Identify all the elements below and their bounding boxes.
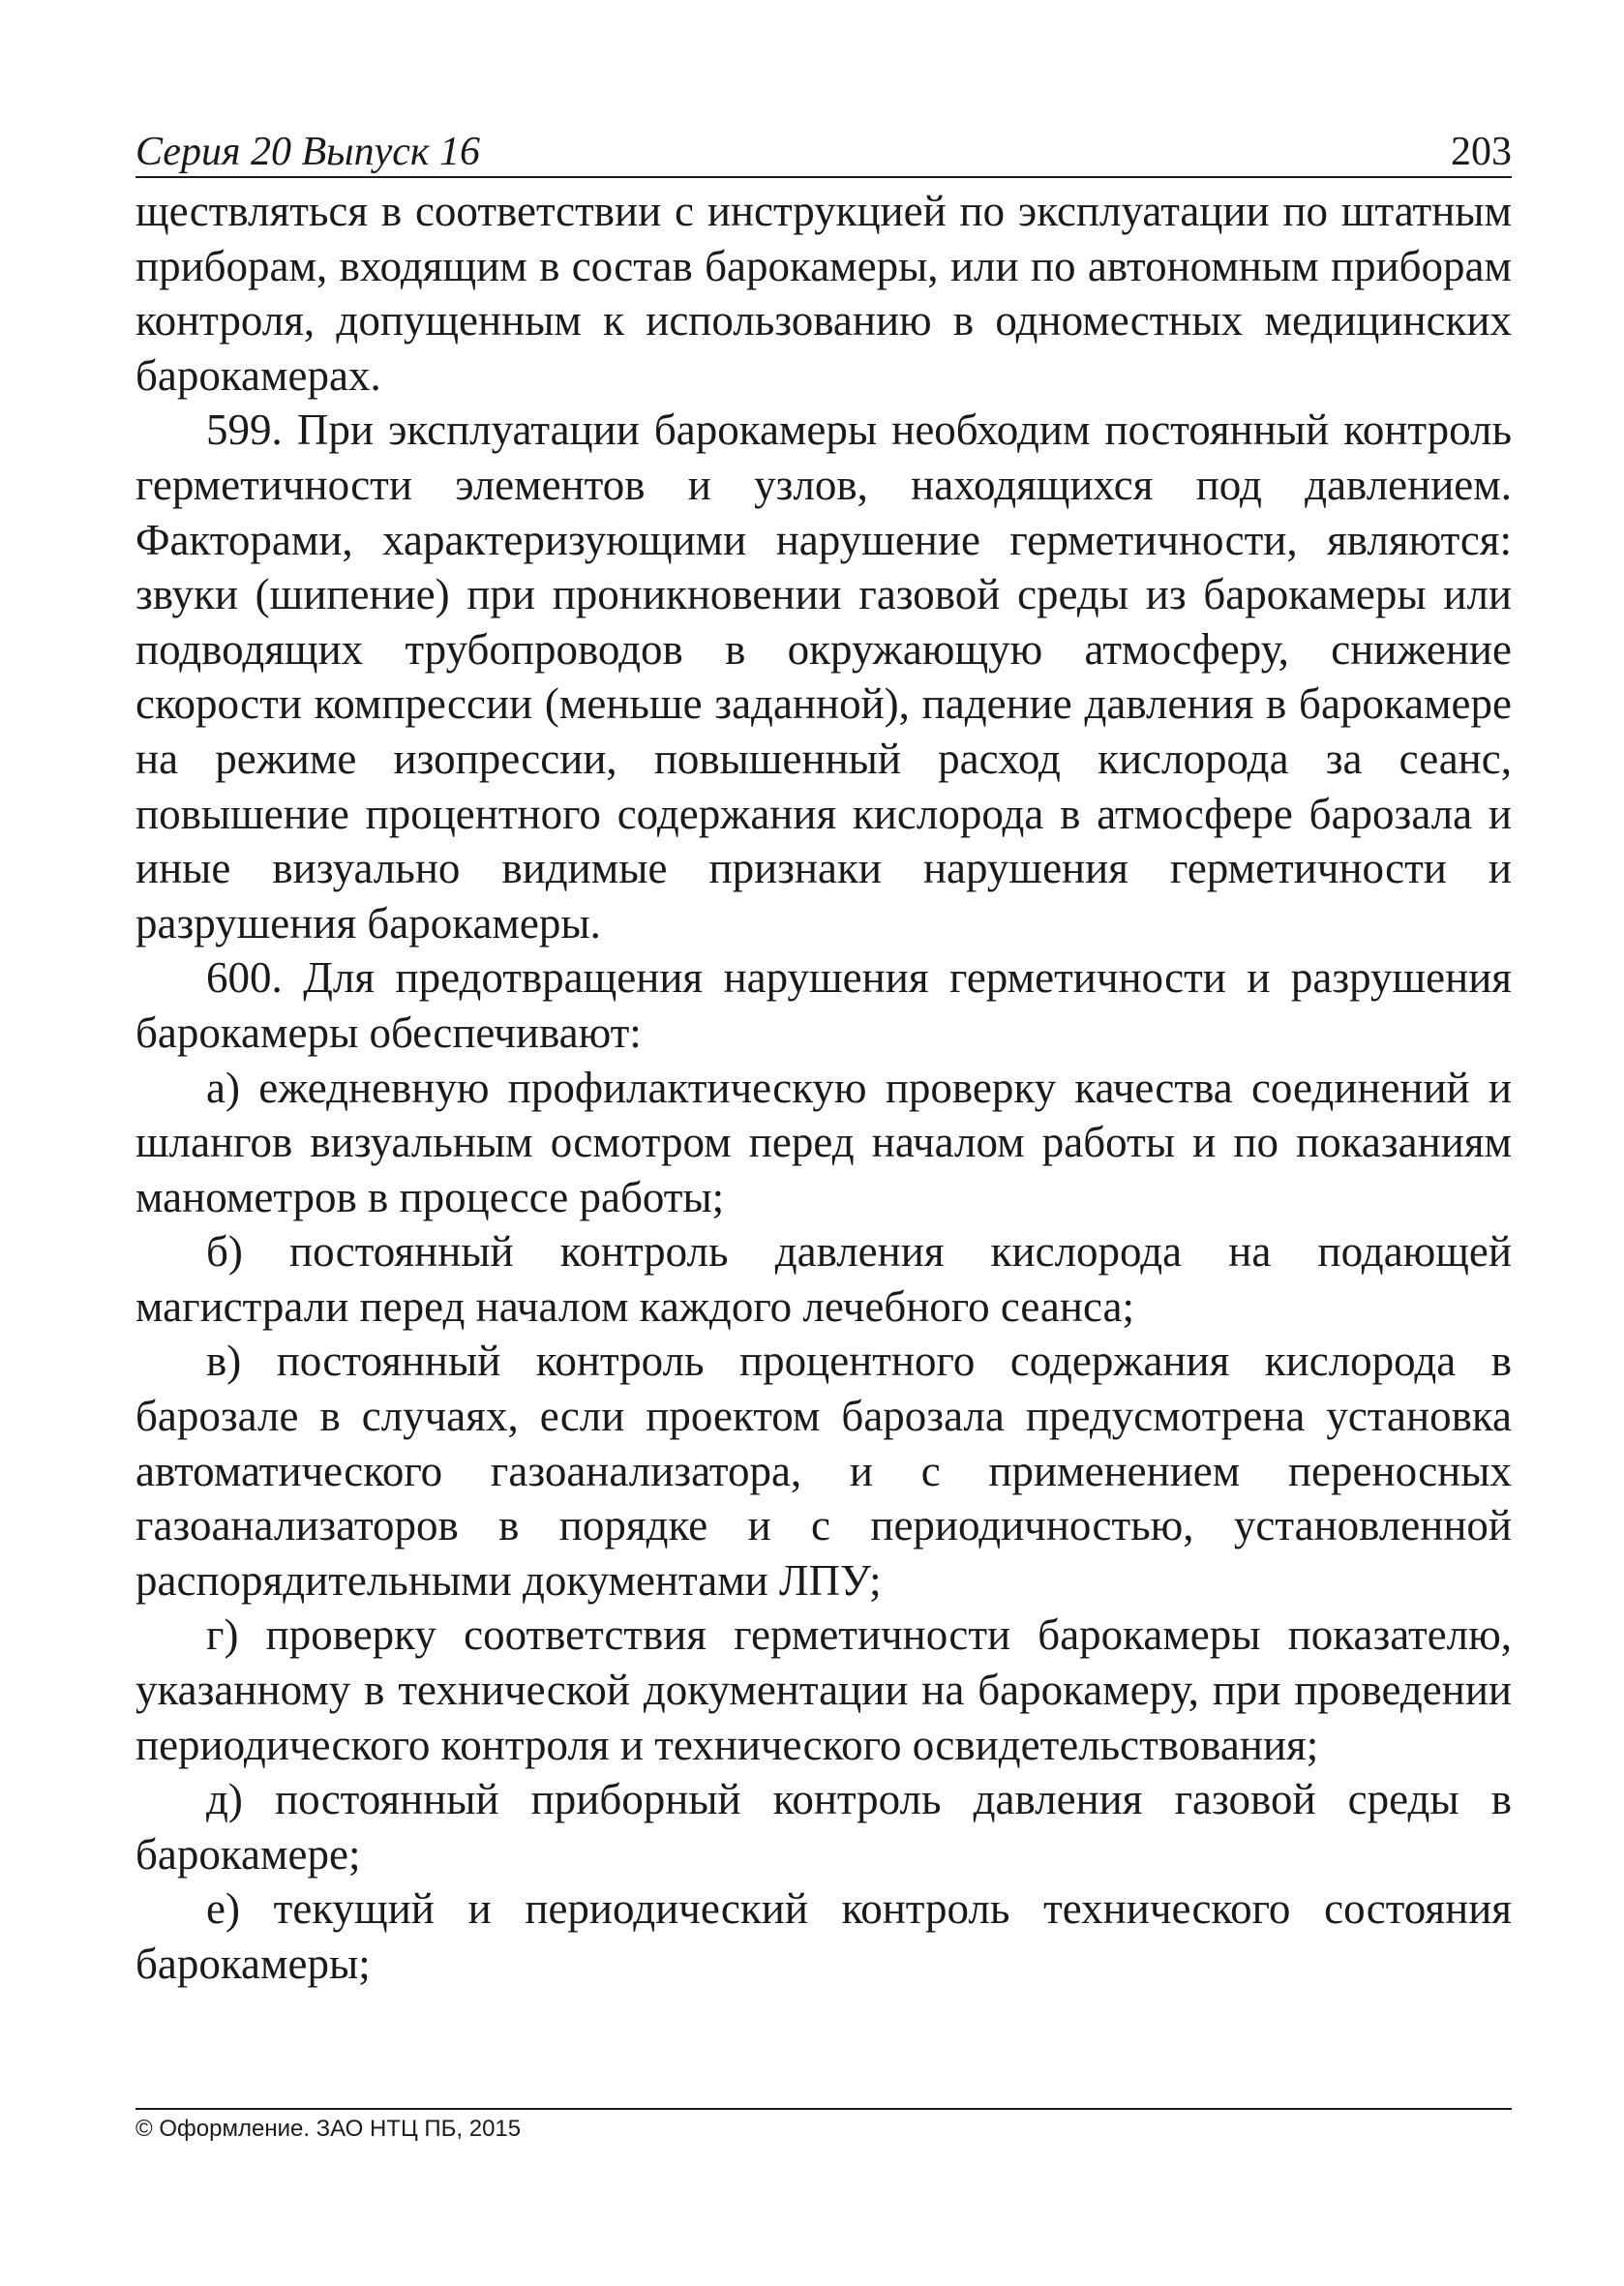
paragraph-600: 600. Для предотвращения нарушения герметичности и разрушения барокамеры обеспечивают:	[135, 953, 1512, 1057]
footer-divider	[135, 2108, 1512, 2110]
paragraph-599: 599. При эксплуатации барокамеры необходим постоянный контроль герметичности элементов и узлов, находящихся под давлением. Факторами, характеризующими нарушение герметичности, являются: звуки (шипение) при проникновении газовой среды из барокамеры или подводящих трубопроводов в окружающую атмосферу, снижение скорости компрессии (меньше заданной), падение давления в барокамере на режиме изопрессии, повышенный расход кислорода за сеанс, повышение процентного содержания кислорода в атмосфере барозала и иные визуально видимые признаки нарушения герметичности и разрушения барокамеры.	[135, 406, 1512, 947]
list-item-b: б) постоянный контроль давления кислорода на подающей магистрали перед началом каждого лечебного сеанса;	[135, 1227, 1512, 1331]
list-item-d: д) постоянный приборный контроль давления газовой среды в барокамере;	[135, 1775, 1512, 1879]
list-item-a: а) ежедневную профилактическую проверку качества соединений и шлангов визуальным осмотром перед началом работы и по показаниям манометров в процессе работы;	[135, 1063, 1512, 1221]
series-title: Серия 20 Выпуск 16	[135, 130, 480, 174]
copyright-note: © Оформление. ЗАО НТЦ ПБ, 2015	[135, 2116, 522, 2142]
list-item-e: е) текущий и периодический контроль технического состояния барокамеры;	[135, 1884, 1512, 1988]
paragraph-continuation: ществляться в соответствии с инструкцией по эксплуатации по штатным приборам, входящим в состав барокамеры, или по автономным приборам контроля, допущенным к использованию в одноместных медицинских барокамерах.	[135, 187, 1512, 400]
page-number: 203	[1451, 130, 1512, 174]
body-text	[135, 184, 1512, 1992]
running-header	[135, 116, 1512, 178]
list-item-g: г) проверку соответствия герметичности барокамеры показателю, указанному в технической документации на барокамеру, при проведении периодического контроля и технического освидетельствования;	[135, 1610, 1512, 1769]
list-item-v: в) постоянный контроль процентного содержания кислорода в барозале в случаях, если проектом барозала предусмотрена установка автоматического газоанализатора, и с применением переносных газоанализаторов в порядке и с периодичностью, установленной распорядительными документами ЛПУ;	[135, 1337, 1512, 1605]
page	[135, 116, 1512, 1992]
